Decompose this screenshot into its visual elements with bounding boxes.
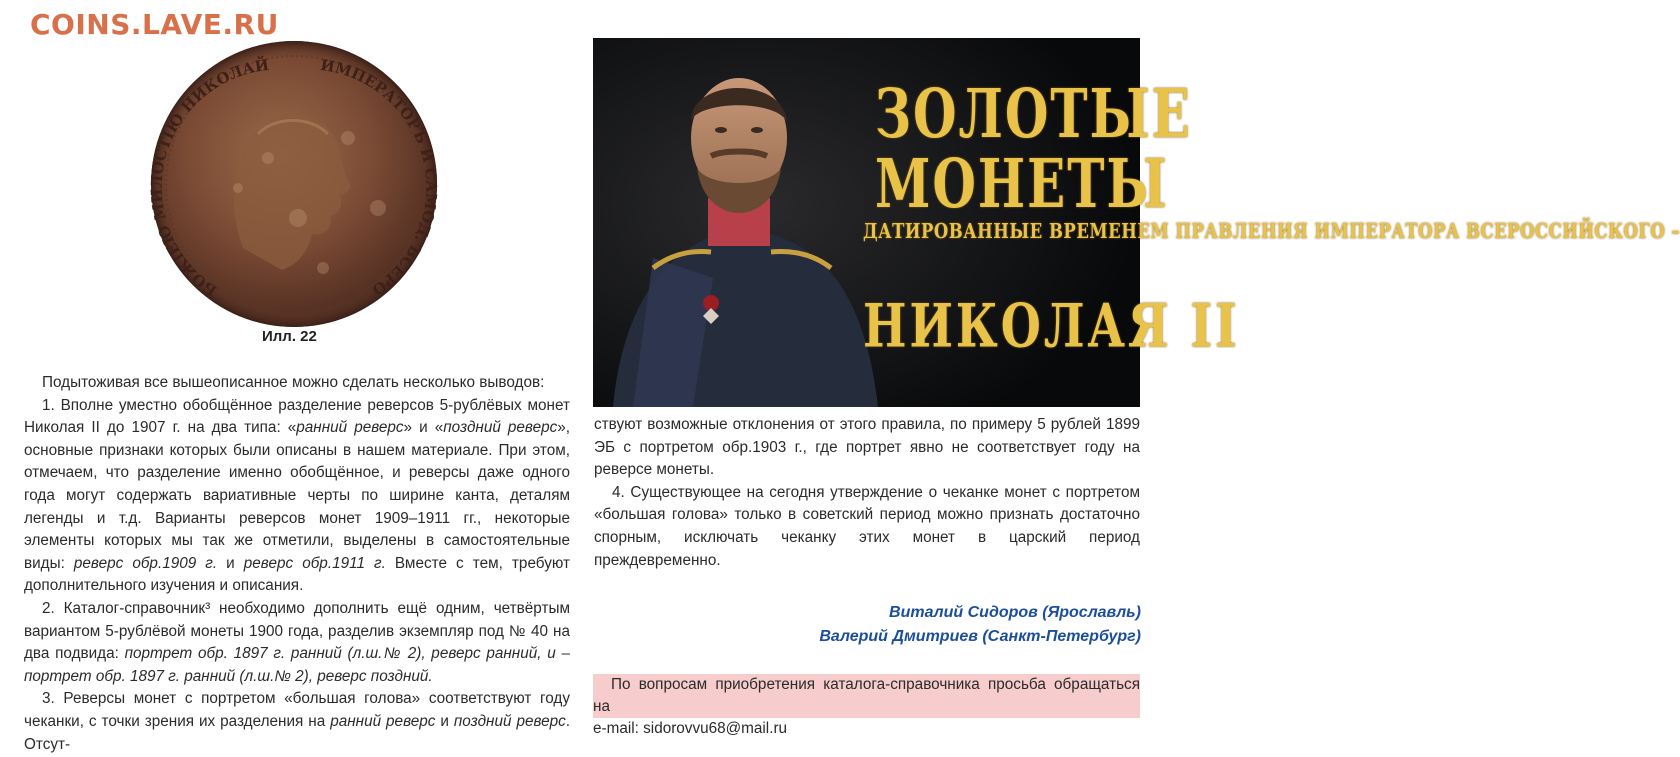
catalog-banner	[593, 38, 1680, 407]
figure-caption: Илл. 22	[262, 328, 317, 345]
conclusion-1: 1. Вполне уместно обобщённое разделение реверсов 5-рублёвых монет Николая II до 1907 г. на два типа: «ранний реверс» и «поздний реверс», основные признаки которых были описаны в нашем материале. При этом, отмечаем, что разделение именно обобщённое, и реверсы даже одного года могут содержать вариативные черты по ширине канта, деталям легенды и т.д. Варианты реверсов монет 1909–1911 гг., некоторые элементы которых мы так же отметили, выделены в самостоятельные виды: реверс обр.1909 г. и реверс обр.1911 г. Вместе с тем, требуют дополнительного изучения и описания.	[24, 396, 570, 595]
coin-obverse-illustration	[148, 38, 440, 330]
author-signatures	[819, 601, 1141, 649]
author-1: Виталий Сидоров (Ярославль)	[889, 604, 1141, 621]
conclusion-2: 2. Каталог-справочник³ необходимо дополнить ещё одним, четвёртым вариантом 5-рублёвой монеты 1900 года, разделив экземпляр под № 40 на два подвида: портрет обр. 1897 г. ранний (л.ш.№ 2), реверс ранний, и – портрет обр. 1897 г. ранний (л.ш.№ 2), реверс поздний.	[24, 599, 570, 685]
coin-legend-left: БОЖІЕЮ МИЛОСТІЮ НИКОЛАЙ	[148, 55, 271, 300]
contact-email[interactable]: e-mail: sidorovvu68@mail.ru	[593, 720, 788, 737]
right-column	[594, 414, 1140, 572]
site-watermark: COINS.LAVE.RU	[30, 8, 279, 41]
coin-image	[148, 38, 440, 330]
contact-text: По вопросам приобретения каталога-справочника просьба обращаться на	[593, 676, 1140, 715]
left-column	[24, 372, 570, 756]
author-2: Валерий Дмитриев (Санкт-Петербург)	[819, 628, 1141, 645]
banner-title-line2: МОНЕТЫ	[875, 143, 1169, 223]
coin-legend-right: ИМПЕРАТОРЪ И САМОД. ВСЕРО	[319, 55, 440, 299]
conclusion-3: 3. Реверсы монет с портретом «большая голова» соответствуют году чеканки, с точки зрения их разделения на ранний реверс и поздний реверс. Отсут-	[24, 690, 571, 753]
conclusion-3-continued: ствуют возможные отклонения от этого правила, по примеру 5 рублей 1899 ЭБ с портретом обр.1903 г., где портрет явно не соответствует году на реверсе монеты.	[594, 416, 1140, 479]
intro-paragraph: Подытоживая все вышеописанное можно сделать несколько выводов:	[42, 374, 545, 391]
banner-title-line1: ЗОЛОТЫЕ	[875, 73, 1192, 153]
conclusion-4: 4. Существующее на сегодня утверждение о чеканке монет с портретом «большая голова» только в советский период можно признать достаточно спорным, исключать чеканку этих монет в царский период преждевременно.	[594, 483, 1140, 569]
banner-emperor-name: НИКОЛАЯ II	[863, 290, 1240, 361]
contact-box	[593, 674, 1140, 737]
banner-subtitle: ДАТИРОВАННЫЕ ВРЕМЕНЕМ ПРАВЛЕНИЯ ИМПЕРАТОРА ВСЕРОССИЙСКОГО –	[863, 219, 1680, 243]
